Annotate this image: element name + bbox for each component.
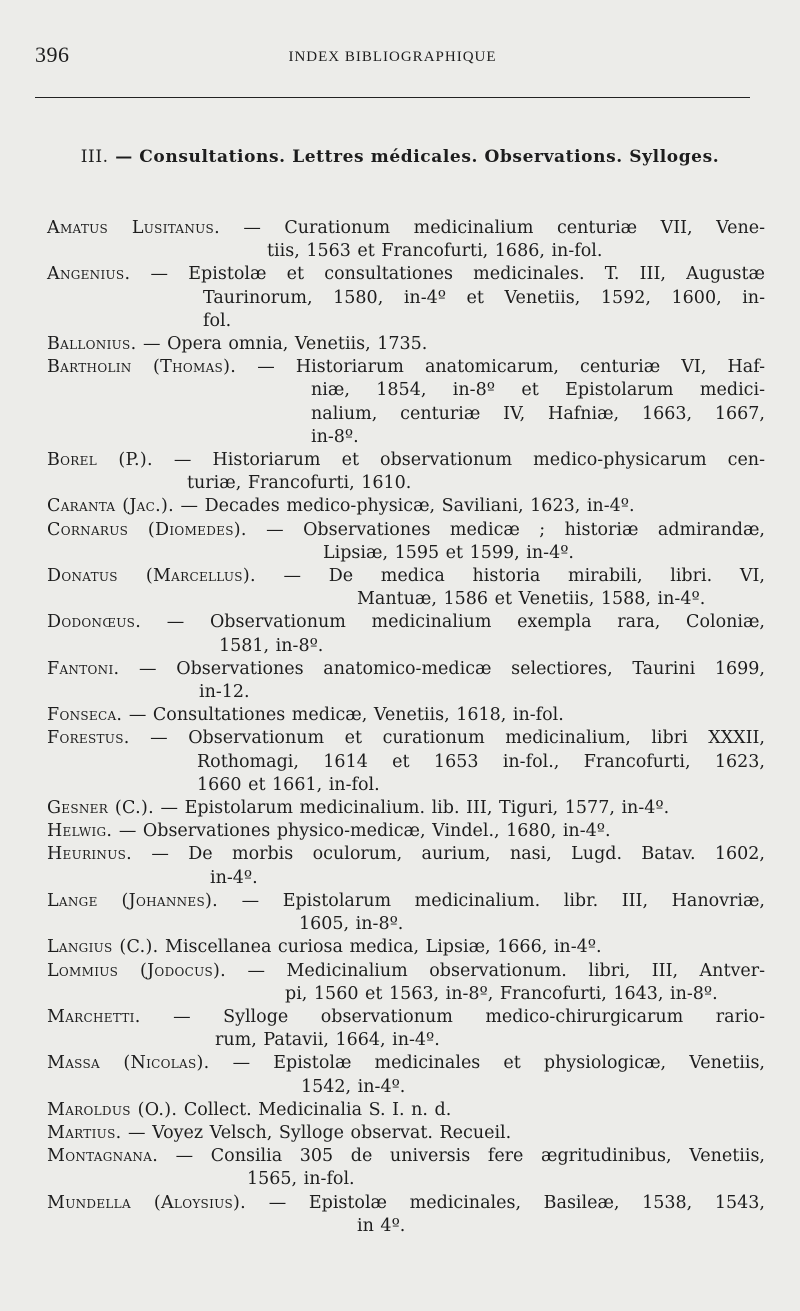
header-rule — [35, 97, 750, 98]
entry-author: Amatus Lusitanus. — [47, 218, 220, 238]
entry-first-line — [47, 1122, 765, 1145]
entry-author: Angenius. — [47, 264, 131, 285]
entry-continuation-line: niæ, 1854, in-8º et Epistolarum medici- — [311, 380, 765, 401]
entry-continuation-line: 1605, in-8º. — [299, 914, 404, 935]
entry-author: Bartholin (Thomas). — [47, 357, 237, 378]
entry-text: — Epistolæ et consultationes medicinales. T. III, Augustæ — [130, 264, 765, 285]
bibliography-entry — [47, 890, 765, 936]
entry-first-line — [47, 843, 765, 866]
entry-continuation-line: in-12. — [199, 682, 250, 703]
bibliography-entry — [47, 658, 765, 704]
entry-text: — Observationes medicæ ; historiæ admirandæ, — [246, 519, 765, 540]
bibliography-entry — [47, 843, 765, 889]
entry-first-line — [47, 495, 765, 518]
entry-text: — Consilia 305 de universis fere ægritudinibus, Venetiis, — [158, 1146, 765, 1167]
bibliography-entry — [47, 565, 765, 611]
bibliography-entry — [47, 519, 765, 565]
entry-author: Borel (P.). — [47, 450, 153, 471]
entry-first-line — [47, 936, 765, 959]
entry-first-line — [47, 960, 765, 983]
entry-author: Donatus (Marcellus). — [47, 566, 256, 587]
section-title-text: — Consultations. Lettres médicales. Observations. Sylloges. — [115, 147, 720, 167]
entry-continuation-line: in-4º. — [210, 867, 258, 888]
entry-author: Caranta (Jac.). — [47, 496, 174, 517]
entry-first-line — [47, 519, 765, 542]
entry-text: — Observationum et curationum medicinalium, libri XXXII, — [129, 728, 765, 749]
bibliography-entry — [47, 704, 765, 727]
entry-text: Collect. Medicinalia S. I. n. d. — [177, 1099, 452, 1120]
entry-author: Massa (Nicolas). — [47, 1053, 210, 1074]
entry-first-line — [47, 1099, 765, 1122]
entry-first-line — [47, 658, 765, 681]
entry-author: Gesner (C.). — [47, 798, 154, 819]
bibliography-entry — [47, 936, 765, 959]
bibliography-entry — [47, 333, 765, 356]
entry-author: Dodonœus. — [47, 612, 142, 633]
entry-author: Ballonius. — [47, 334, 137, 355]
bibliography-entry — [47, 1006, 765, 1052]
bibliography-entry — [47, 263, 765, 333]
entry-text: — Decades medico-physicæ, Saviliani, 1623, in-4º. — [173, 496, 635, 517]
bibliography-entry — [47, 356, 765, 449]
entry-continuation-line: 1581, in-8º. — [219, 635, 324, 656]
bibliography-entry — [47, 1099, 765, 1122]
entry-first-line — [47, 890, 765, 913]
bibliography-entry — [47, 1145, 765, 1191]
entry-first-line — [47, 611, 765, 634]
bibliography-entry — [47, 495, 765, 518]
entry-author: Maroldus (O.). — [47, 1099, 178, 1120]
entry-author: Fonseca. — [47, 705, 123, 726]
entry-text: — Voyez Velsch, Sylloge observat. Recueil. — [121, 1122, 512, 1143]
entry-text: — Epistolæ medicinales et physiologicæ, Venetiis, — [209, 1053, 765, 1074]
entry-first-line — [47, 217, 765, 240]
entry-continuation-line: Taurinorum, 1580, in-4º et Venetiis, 1592, 1600, in- — [203, 287, 765, 308]
page-number: 396 — [35, 42, 70, 67]
entry-first-line — [47, 704, 765, 727]
section-heading — [50, 144, 750, 170]
entry-continuation-line: pi, 1560 et 1563, in-8º, Francofurti, 1643, in-8º. — [285, 983, 718, 1004]
entry-text: — Historiarum anatomicarum, centuriæ VI, Haf- — [236, 357, 765, 378]
bibliography-entry — [47, 727, 765, 797]
entry-continuation-line: in-8º. — [311, 426, 359, 447]
entry-text: — Observationes anatomico-medicæ selectiores, Taurini 1699, — [119, 658, 765, 679]
entry-continuation-line: 1660 et 1661, in-fol. — [197, 774, 380, 795]
section-number: III. — [80, 147, 109, 167]
entry-author: Lange (Johannes). — [47, 890, 219, 911]
entry-text: — Observationum medicinalium exempla rara, Coloniæ, — [141, 612, 765, 633]
entry-first-line — [47, 333, 765, 356]
entry-author: Cornarus (Diomedes). — [47, 519, 247, 540]
entry-continuation-line: fol. — [203, 310, 232, 331]
bibliography-entry — [47, 960, 765, 1006]
bibliography-entry — [47, 1122, 765, 1145]
entry-first-line — [47, 356, 765, 379]
bibliography-entry — [47, 797, 765, 820]
entry-continuation-line: Lipsiæ, 1595 et 1599, in-4º. — [323, 542, 574, 563]
entry-first-line — [47, 449, 765, 472]
entry-continuation-line: Mantuæ, 1586 et Venetiis, 1588, in-4º. — [357, 589, 706, 610]
entry-first-line — [47, 727, 765, 750]
bibliography-entry — [47, 449, 765, 495]
bibliography-list — [47, 217, 765, 1238]
entry-author: Langius (C.). — [47, 937, 159, 958]
page-header — [35, 42, 750, 82]
bibliography-entry — [47, 217, 765, 263]
bibliography-entry — [47, 611, 765, 657]
entry-first-line — [47, 1006, 765, 1029]
entry-text: — De morbis oculorum, aurium, nasi, Lugd. Batav. 1602, — [132, 844, 765, 865]
entry-continuation-line: 1542, in-4º. — [301, 1076, 406, 1097]
entry-text: — Curationum medicinalium centuriæ VII, Vene- — [219, 218, 765, 238]
entry-text: Miscellanea curiosa medica, Lipsiæ, 1666, in-4º. — [158, 937, 602, 958]
entry-first-line — [47, 1052, 765, 1075]
entry-first-line — [47, 1145, 765, 1168]
entry-text: — De medica historia mirabili, libri. VI, — [255, 566, 765, 587]
entry-author: Martius. — [47, 1122, 122, 1143]
entry-continuation-line: rum, Patavii, 1664, in-4º. — [215, 1030, 440, 1051]
entry-continuation-line: tiis, 1563 et Francofurti, 1686, in-fol. — [267, 241, 603, 262]
entry-author: Helwig. — [47, 821, 113, 842]
entry-continuation-line: in 4º. — [357, 1215, 406, 1236]
entry-continuation-line: Rothomagi, 1614 et 1653 in-fol., Francofurti, 1623, — [197, 751, 765, 772]
entry-first-line — [47, 263, 765, 286]
running-title: INDEX BIBLIOGRAPHIQUE — [288, 49, 497, 65]
bibliography-entry — [47, 1052, 765, 1098]
entry-first-line — [47, 1192, 765, 1215]
entry-author: Mundella (Aloysius). — [47, 1192, 247, 1213]
entry-text: — Historiarum et observationum medico-physicarum cen- — [152, 450, 765, 471]
entry-first-line — [47, 820, 765, 843]
entry-author: Lommius (Jodocus). — [47, 960, 227, 981]
entry-author: Heurinus. — [47, 844, 133, 865]
entry-text: — Epistolarum medicinalium. lib. III, Tiguri, 1577, in-4º. — [153, 798, 670, 819]
entry-author: Marchetti. — [47, 1006, 141, 1027]
entry-text: — Medicinalium observationum. libri, III, Antver- — [226, 960, 765, 981]
entry-text: — Epistolæ medicinales, Basileæ, 1538, 1543, — [246, 1192, 765, 1213]
entry-first-line — [47, 797, 765, 820]
entry-author: Forestus. — [47, 728, 130, 749]
entry-text: — Observationes physico-medicæ, Vindel., 1680, in-4º. — [112, 821, 611, 842]
entry-continuation-line: turiæ, Francofurti, 1610. — [187, 473, 412, 494]
entry-text: — Consultationes medicæ, Venetiis, 1618, in-fol. — [122, 705, 564, 726]
entry-text: — Sylloge observationum medico-chirurgicarum rario- — [140, 1006, 765, 1027]
entry-text: — Opera omnia, Venetiis, 1735. — [136, 334, 428, 355]
entry-continuation-line: nalium, centuriæ IV, Hafniæ, 1663, 1667, — [311, 403, 765, 424]
entry-text: — Epistolarum medicinalium. libr. III, Hanovriæ, — [218, 890, 765, 911]
entry-first-line — [47, 565, 765, 588]
bibliography-entry — [47, 1192, 765, 1238]
entry-author: Fantoni. — [47, 658, 120, 679]
entry-continuation-line: 1565, in-fol. — [247, 1169, 355, 1190]
entry-author: Montagnana. — [47, 1146, 159, 1167]
bibliography-entry — [47, 820, 765, 843]
